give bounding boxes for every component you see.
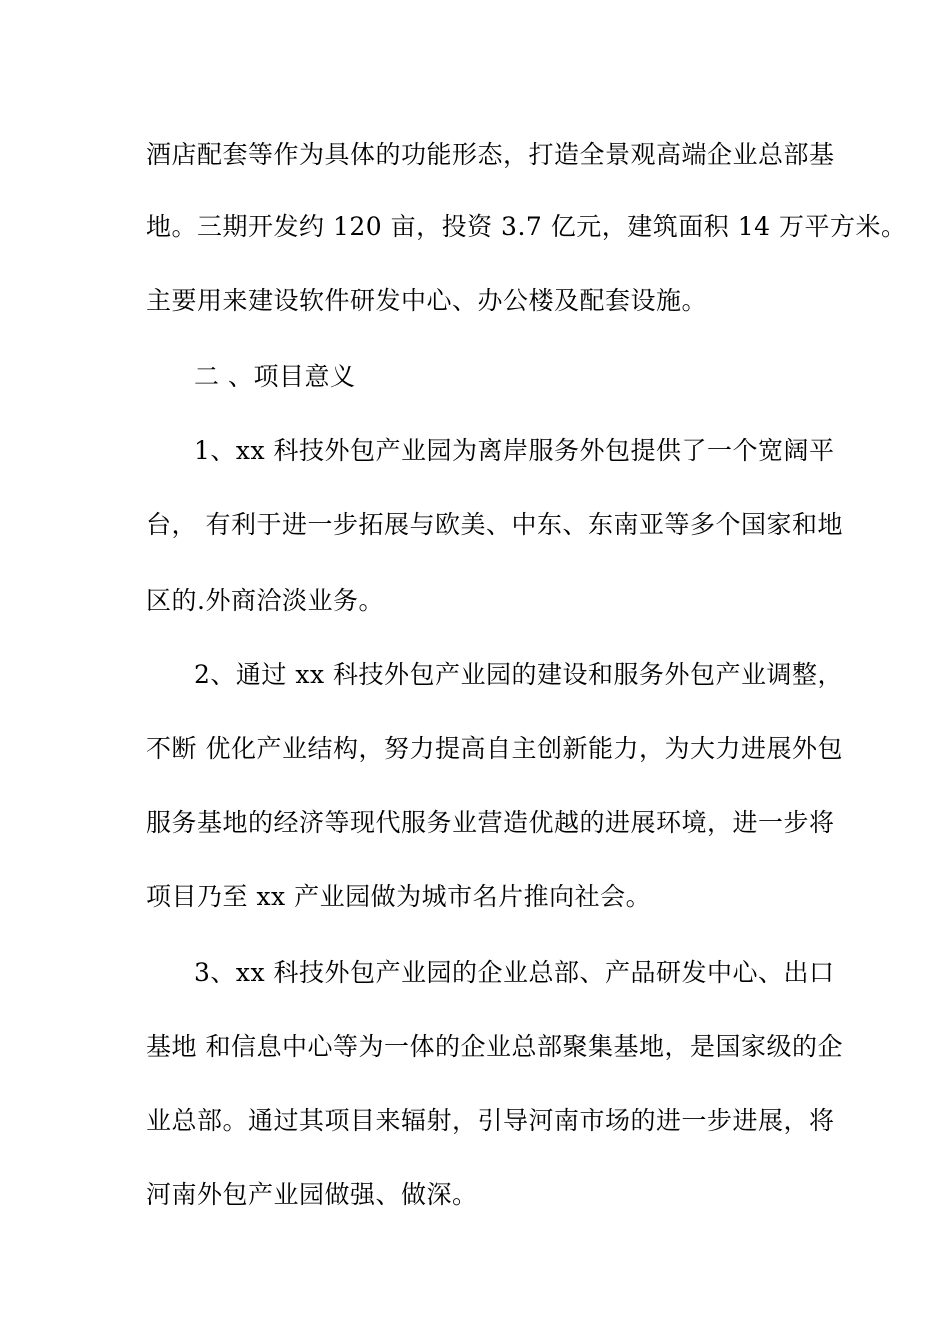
paragraph-line-11: 项目乃至 xx 产业园做为城市名片推向社会。: [146, 882, 652, 911]
paragraph-line-14: 业总部。通过其项目来辐射，引导河南市场的进一步进展，将: [146, 1106, 835, 1135]
paragraph-line-2: 地。三期开发约 120 亩，投资 3.7 亿元，建筑面积 14 万平方米。: [146, 212, 907, 241]
paragraph-line-9: 不断 优化产业结构，努力提高自主创新能力，为大力进展外包: [146, 734, 843, 763]
paragraph-line-7: 区的.外商洽淡业务。: [146, 586, 384, 615]
section-heading: 二 、项目意义: [194, 362, 356, 391]
paragraph-line-3: 主要用来建设软件研发中心、办公楼及配套设施。: [146, 286, 708, 315]
paragraph-line-13: 基地 和信息中心等为一体的企业总部聚集基地，是国家级的企: [146, 1032, 843, 1061]
paragraph-line-5: 1、xx 科技外包产业园为离岸服务外包提供了一个宽阔平: [194, 436, 835, 465]
paragraph-line-8: 2、通过 xx 科技外包产业园的建设和服务外包产业调整，: [194, 660, 843, 689]
paragraph-line-6: 台， 有利于进一步拓展与欧美、中东、东南亚等多个国家和地: [146, 510, 843, 539]
paragraph-line-1: 酒店配套等作为具体的功能形态，打造全景观高端企业总部基: [146, 140, 835, 169]
paragraph-line-15: 河南外包产业园做强、做深。: [146, 1180, 478, 1209]
paragraph-line-12: 3、xx 科技外包产业园的企业总部、产品研发中心、出口: [194, 958, 835, 987]
paragraph-line-10: 服务基地的经济等现代服务业营造优越的进展环境，进一步将: [146, 808, 835, 837]
